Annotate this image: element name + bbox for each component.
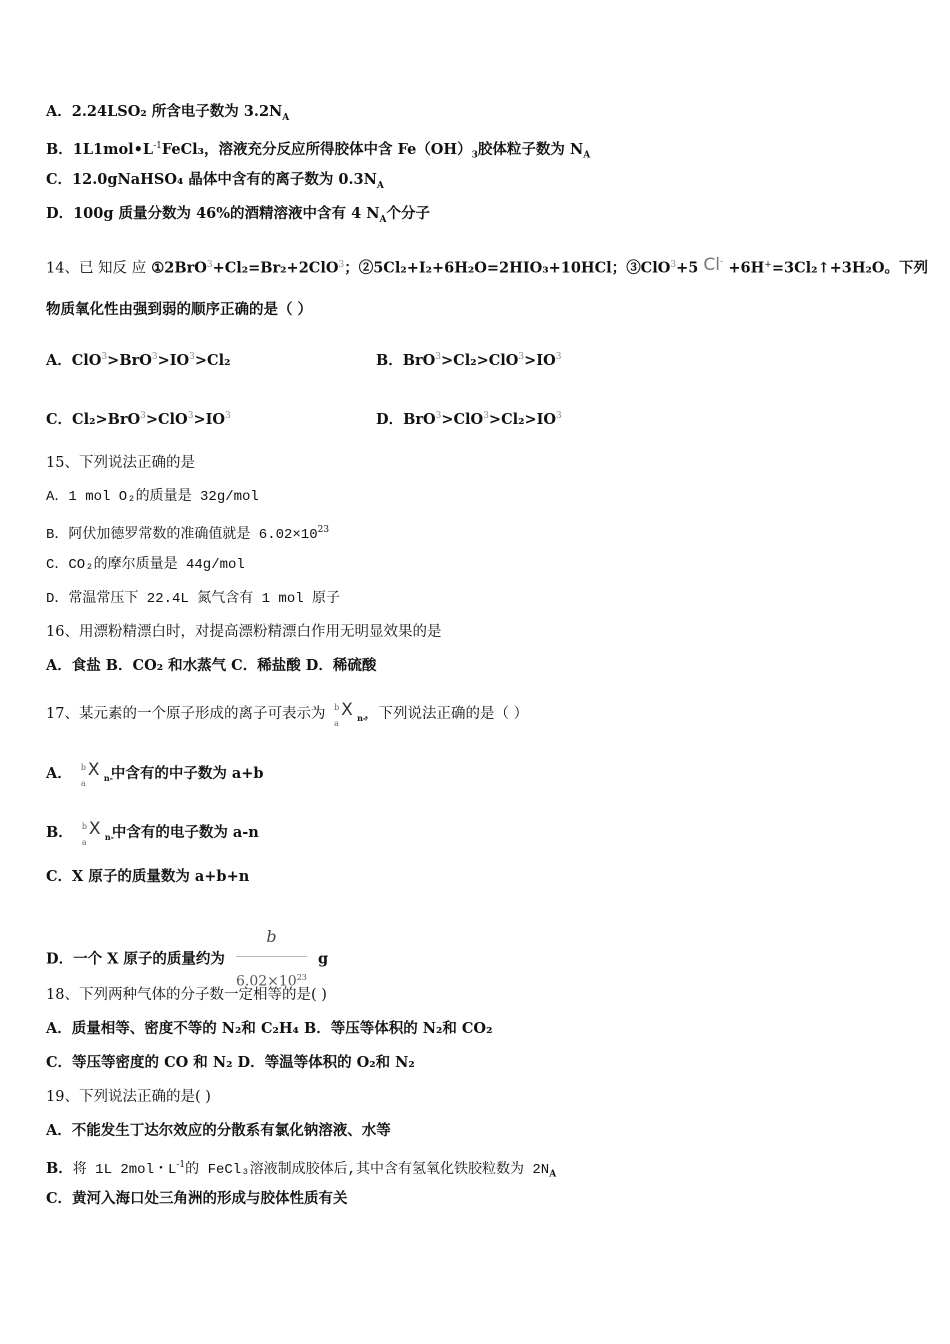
q18-options-ab: A．质量相等、密度不等的 N₂和 C₂H₄ B．等压等体积的 N₂和 CO₂: [46, 1020, 493, 1037]
q16-options: A．食盐 B．CO₂ 和水蒸气 C．稀盐酸 D．稀硫酸: [46, 657, 377, 674]
q15-option-a: A．1 mol O₂的质量是 32g/mol: [46, 489, 259, 505]
q17-option-b: B． b a X n- 中含有的电子数为 a-n: [46, 819, 259, 847]
q17-option-c: C．X 原子的质量数为 a+b+n: [46, 868, 250, 885]
q14-options-row2: [46, 406, 746, 430]
q15-option-c: C．CO₂的摩尔质量是 44g/mol: [46, 557, 245, 573]
q19-title: 19、下列说法正确的是( ): [46, 1089, 211, 1105]
q19-option-c: C．黄河入海口处三角洲的形成与胶体性质有关: [46, 1190, 348, 1207]
q15-option-d: D．常温常压下 22.4L 氮气含有 1 mol 原子: [46, 591, 341, 607]
q13-option-a: A．2.24LSO₂ 所含电子数为 $3.2N_A$: [46, 103, 290, 123]
q13-option-b: B．$1L1mol•L^{-1}FeCl_3$，溶液充分反应所得胶体中含 $Fe(OH)_3$胶体粒子数为 $N_A$: [46, 140, 591, 161]
q19-option-b: B．将 1L 2mol・$L^{-1}$的 FeCl₃溶液制成胶体后,其中含有氢氧化铁胶粒数为 $2N_A$: [46, 1159, 557, 1180]
mass-fraction: $\frac{b}{6.02\times 10^{23}}$: [236, 918, 307, 1001]
q16-title: 16、用漂粉精漂白时，对提高漂粉精漂白作用无明显效果的是: [46, 624, 442, 640]
nuclide-symbol: b a X n-: [334, 700, 367, 728]
q17-option-d: D．一个 X 原子的质量约为 $\frac{b}{6.02\times 10^{23}}$ g: [46, 918, 328, 1001]
chloride-ion-glyph: Cl-: [703, 254, 724, 275]
q15-option-b: B．阿伏加德罗常数的准确值就是 $6.02\times 10^{23}$: [46, 525, 330, 543]
q17-option-a: A． b a X n- 中含有的中子数为 a+b: [46, 760, 264, 788]
q13-option-c: C．12.0gNaHSO₄ 晶体中含有的离子数为 $0.3N_A$: [46, 171, 384, 191]
q15-title: 15、下列说法正确的是: [46, 455, 195, 471]
q17-title: 17、某元素的一个原子形成的离子可表示为 b a X n- ，下列说法正确的是（ ）: [46, 700, 529, 728]
q18-options-cd: C．等压等密度的 CO 和 N₂ D．等温等体积的 O₂和 N₂: [46, 1054, 415, 1071]
q14-option-c: C．$Cl_2>BrO^3>ClO^3>IO^3$: [46, 410, 231, 428]
nuclide-symbol: b a X n-: [80, 760, 113, 788]
q14-option-a: A．$ClO^3>BrO^3>IO^3>Cl_2$: [46, 351, 231, 369]
q14-option-d: D．$BrO^3>ClO^3>Cl_2>IO^3$: [376, 410, 562, 428]
q19-option-a: A．不能发生丁达尔效应的分散系有氯化钠溶液、水等: [46, 1122, 391, 1139]
q14-option-b: B．$BrO^3>Cl_2>ClO^3>IO^3$: [376, 351, 562, 369]
nuclide-symbol: b a X n-: [81, 819, 114, 847]
q14-stem-line1: 14、已 知反 应 ①2BrO$^3$+Cl₂=Br₂+2ClO$^3$；②5Cl₂+I₂+6H₂O=2HIO₃+10HCl；③ClO$^3$+5 Cl- +6H+=3Cl₂↑+3H₂O。下列: [46, 254, 929, 277]
q14-options-row1: [46, 347, 746, 371]
q14-stem-line2: 物质氧化性由强到弱的顺序正确的是（ ）: [46, 301, 313, 318]
q13-option-d: D．100g 质量分数为 46%的酒精溶液中含有 4 $N_A$个分子: [46, 205, 430, 225]
q18-title: 18、下列两种气体的分子数一定相等的是( ): [46, 987, 327, 1003]
